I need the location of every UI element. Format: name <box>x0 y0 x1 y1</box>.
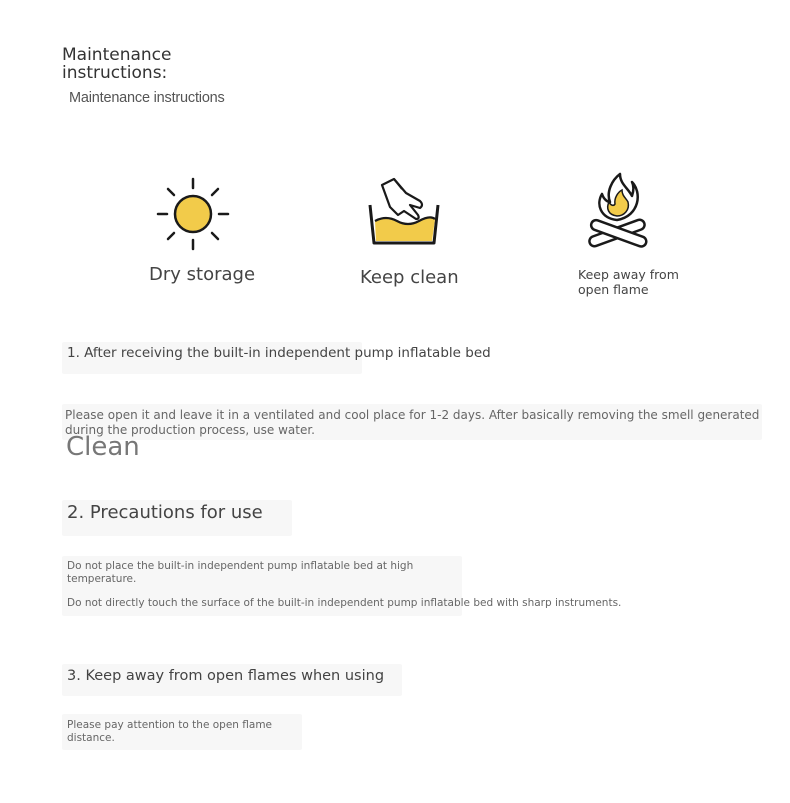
icon-wash-group <box>360 175 490 295</box>
sun-icon <box>153 174 233 254</box>
page-subtitle: Maintenance instructions <box>69 90 225 106</box>
dry-storage-label: Dry storage <box>149 264 256 285</box>
keep-away-label: Keep away from open flame <box>578 267 679 297</box>
campfire-icon <box>584 172 650 256</box>
section-2-line-2: Do not directly touch the surface of the built-in independent pump inflatable bed with sharp instruments. <box>67 597 622 609</box>
icon-fire-group <box>578 172 718 302</box>
keep-clean-label: Keep clean <box>360 267 459 288</box>
section-2-line-1: Do not place the built-in independent pump inflatable bed at high temperature. <box>67 560 414 585</box>
icon-sun-group <box>150 172 280 292</box>
section-3-body: Please pay attention to the open flame distance. <box>67 719 273 744</box>
section-1-body: Please open it and leave it in a ventilated and cool place for 1-2 days. After basically removing the smell generated during the production process, use water. <box>65 408 760 437</box>
section-3-heading: 3. Keep away from open flames when using <box>67 668 385 684</box>
clean-word: Clean <box>66 432 140 462</box>
washing-hand-icon <box>364 175 440 251</box>
page-title: Maintenance instructions: <box>62 45 172 83</box>
section-1-heading: 1. After receiving the built-in independent pump inflatable bed <box>67 345 491 361</box>
section-2-heading: 2. Precautions for use <box>67 502 263 523</box>
